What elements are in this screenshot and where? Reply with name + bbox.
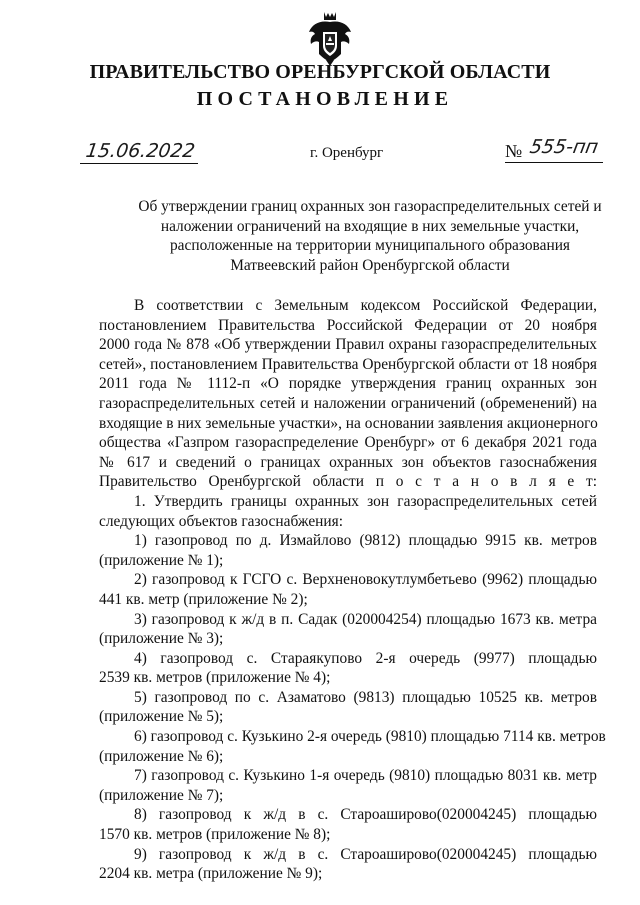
body-line: № 617 и сведений о границах охранных зон объектов газоснабжения	[99, 453, 597, 471]
title-line: расположенные на территории муниципального образования	[169, 237, 571, 254]
list-item: 4) газопровод с. Стараякупово 2-я очередь (9977) площадью	[134, 649, 597, 667]
list-item: 1570 кв. метров (приложение № 8);	[99, 826, 331, 844]
body-line: 1. Утвердить границы охранных зон газораспределительных сетей	[134, 492, 597, 510]
list-item: 8) газопровод к ж/д в с. Староаширово(020004245) площадью	[134, 806, 597, 824]
title-line: Матвеевский район Оренбургской области	[230, 256, 510, 274]
body-line: следующих объектов газоснабжения:	[99, 512, 343, 530]
body-line: постановлением Правительства Российской Федерации от 20 ноября	[99, 316, 597, 334]
list-item: 7) газопровод с. Кузькино 1-я очередь (9810) площадью 8031 кв. метр	[134, 767, 597, 785]
list-item: 1) газопровод по д. Измайлово (9812) площадью 9915 кв. метров	[134, 532, 597, 550]
document-body	[99, 296, 606, 884]
date-underline	[80, 163, 198, 164]
body-line: газораспределительных сетей и наложении ограничений (обременений) на	[99, 394, 597, 412]
list-item: (приложение № 5);	[99, 708, 224, 726]
document-number: 555-пп	[528, 136, 600, 158]
document-title	[120, 197, 620, 275]
list-item: 3) газопровод к ж/д в п. Садак (020004254) площадью 1673 кв. метра	[134, 610, 597, 628]
title-line: Об утверждении границ охранных зон газораспределительных сетей и	[138, 198, 602, 215]
body-line: 2011 года № 1112-п «О порядке утверждения границ охранных зон	[99, 375, 597, 393]
list-item: (приложение № 6);	[99, 747, 224, 765]
body-line: Правительство Оренбургской области п о с т а н о в л я е т:	[99, 473, 597, 491]
list-item: (приложение № 7);	[99, 786, 224, 804]
body-line: В соответствии с Земельным кодексом Российской Федерации,	[134, 297, 597, 314]
list-item: 2539 кв. метров (приложение № 4);	[99, 669, 331, 687]
list-item: 2204 кв. метра (приложение № 9);	[99, 865, 323, 883]
title-line: наложении ограничений на входящие в них земельные участки,	[160, 217, 580, 235]
list-item: 6) газопровод с. Кузькино 2-я очередь (9810) площадью 7114 кв. метров	[134, 728, 606, 746]
list-item: (приложение № 3);	[99, 630, 224, 648]
document-date: 15.06.2022	[84, 140, 197, 162]
coat-of-arms-emblem	[306, 10, 354, 66]
number-label: №	[505, 141, 523, 161]
body-line: 2000 года № 878 «Об утверждении Правил охраны газораспределительных	[99, 336, 597, 354]
body-line: сетей», постановлением Правительства Оренбургской области от 18 ноября	[99, 355, 597, 373]
list-item: 5) газопровод по с. Азаматово (9813) площадью 10525 кв. метров	[134, 688, 597, 706]
document-type: ПОСТАНОВЛЕНИЕ	[196, 88, 454, 110]
list-item: (приложение № 1);	[99, 551, 224, 569]
document-city: г. Оренбург	[310, 145, 384, 161]
body-line: общества «Газпром газораспределение Оренбург» от 6 декабря 2021 года	[99, 434, 597, 452]
number-underline	[505, 162, 603, 163]
list-item: 9) газопровод к ж/д в с. Староаширово(020004245) площадью	[134, 845, 597, 863]
list-item: 441 кв. метр (приложение № 2);	[99, 590, 308, 608]
organization-name: ПРАВИТЕЛЬСТВО ОРЕНБУРГСКОЙ ОБЛАСТИ	[89, 61, 551, 83]
body-line: входящие в них земельные участки», на основании заявления акционерного	[99, 414, 598, 432]
list-item: 2) газопровод к ГСГО с. Верхненовокутлумбетьево (9962) площадью	[134, 571, 597, 589]
